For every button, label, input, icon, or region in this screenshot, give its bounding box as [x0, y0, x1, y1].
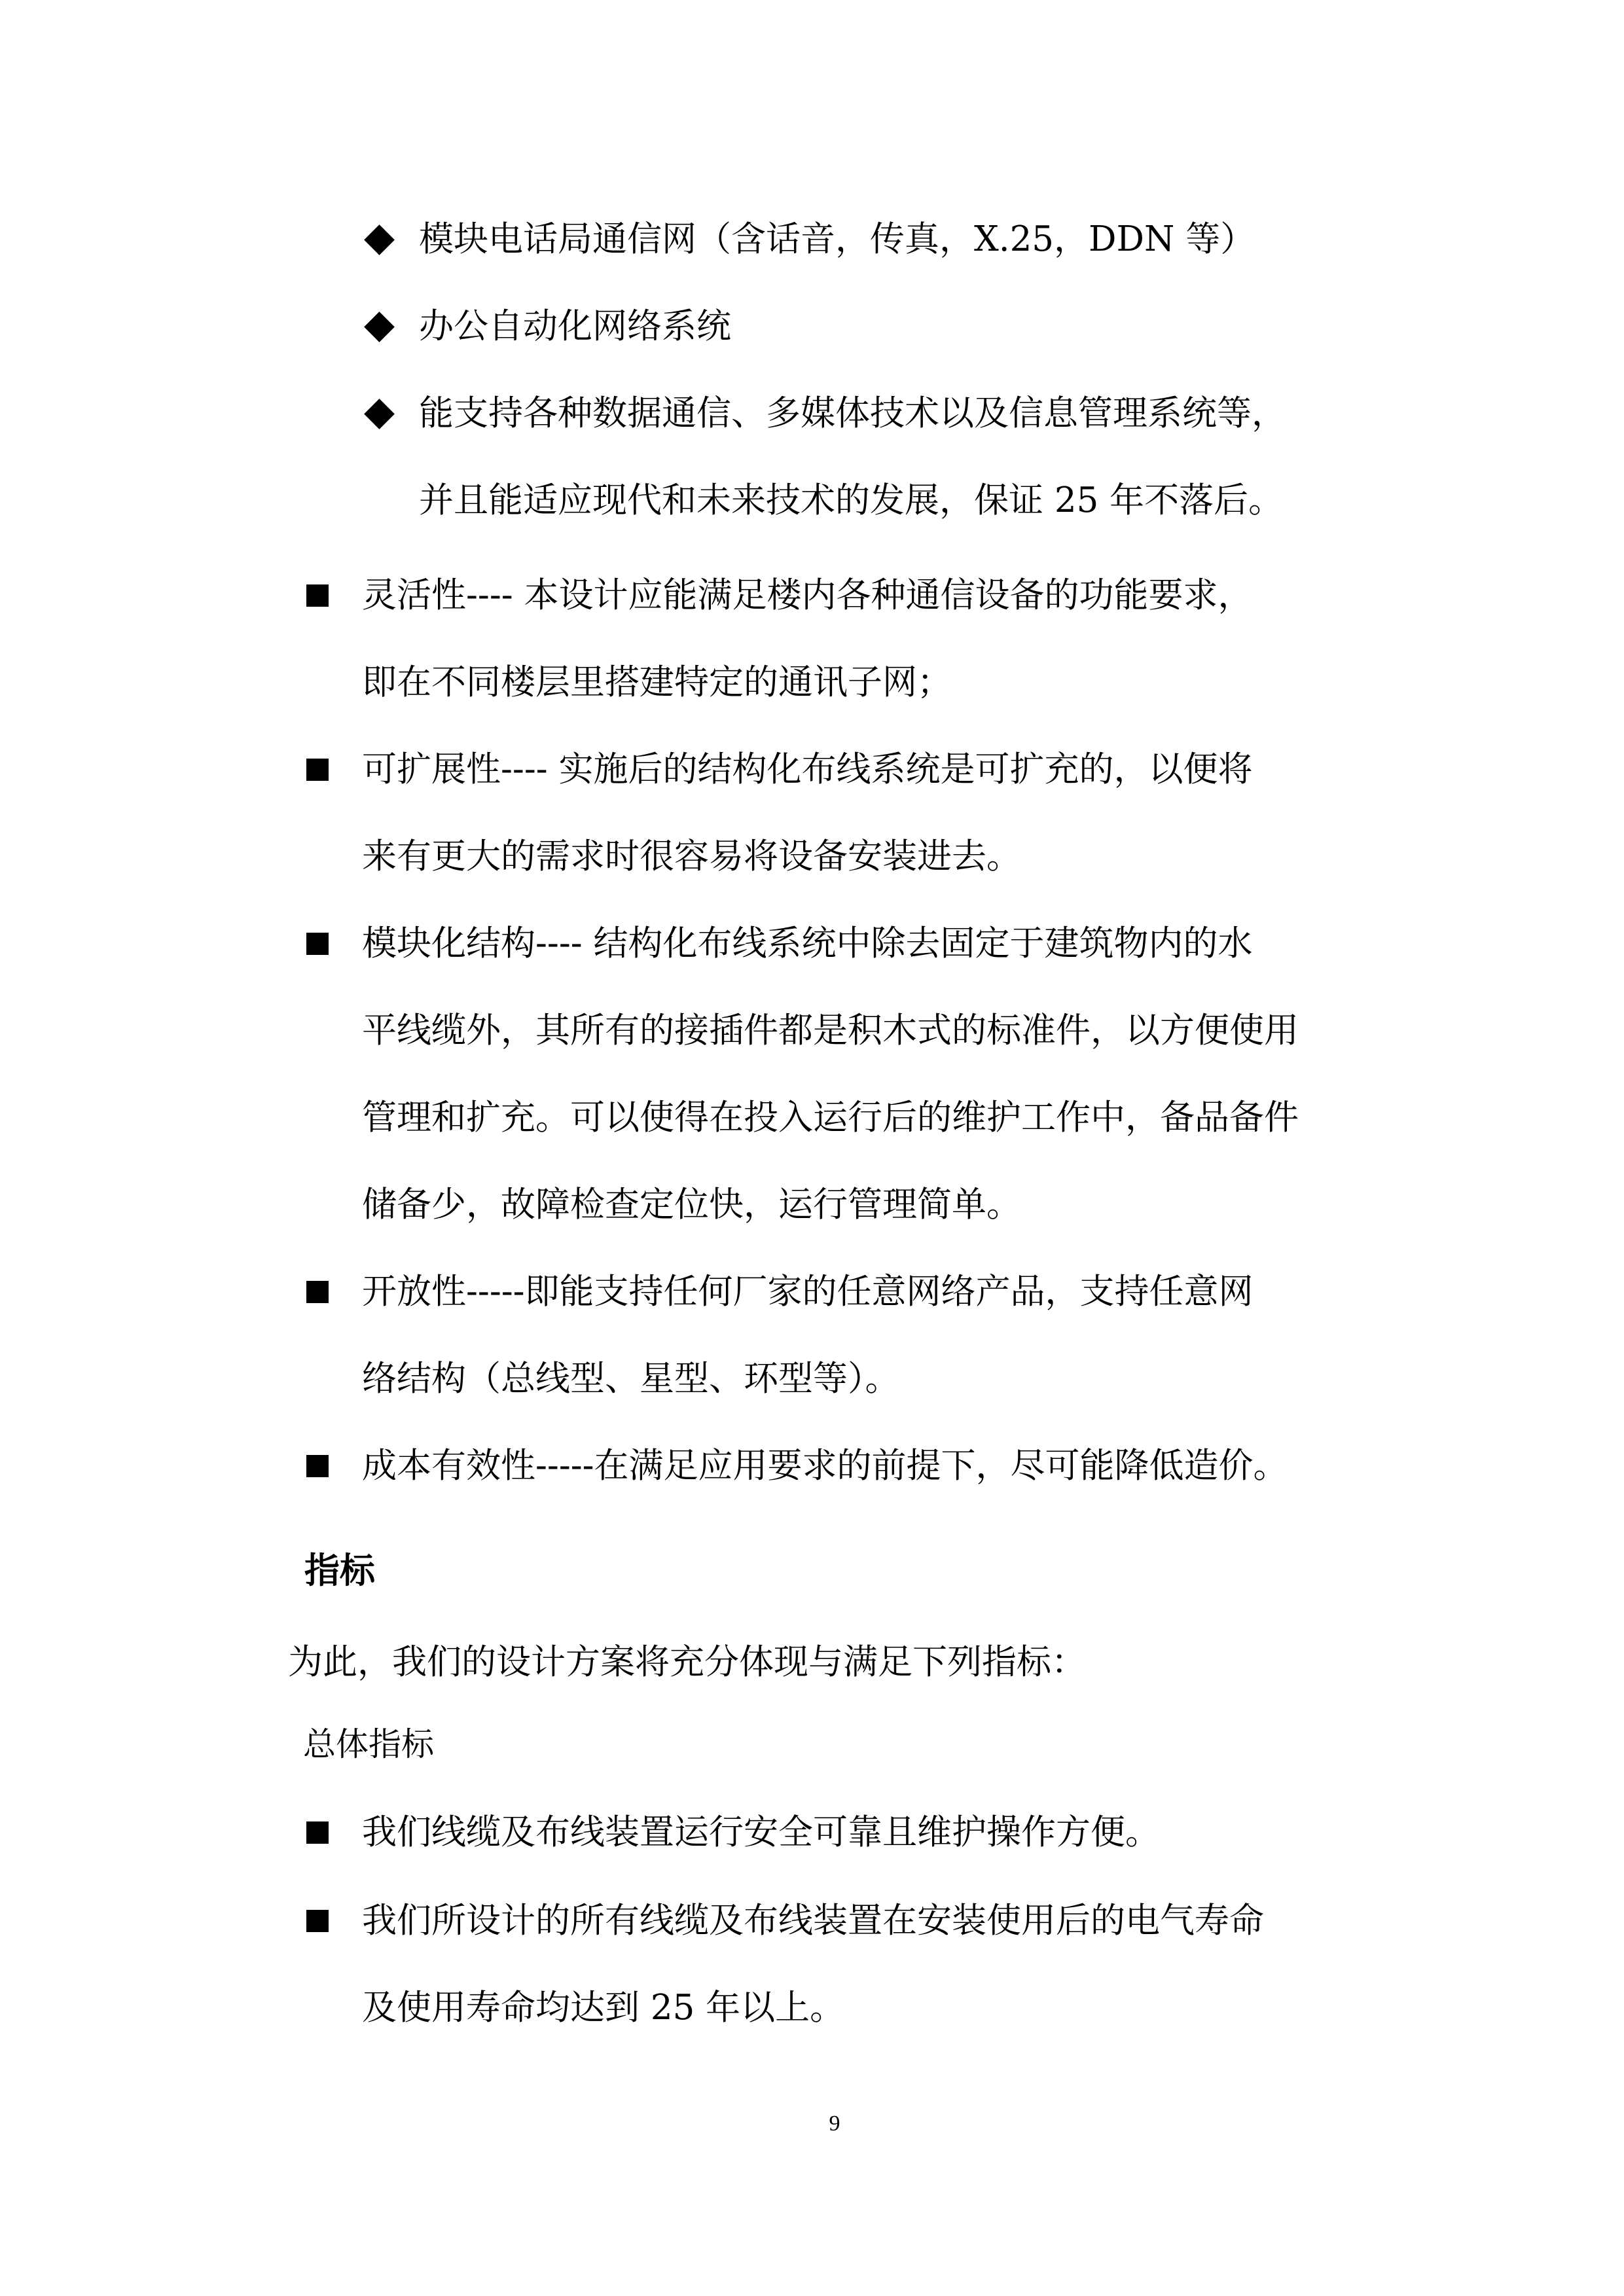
list-item-text-continued: 储备少，故障检查定位快，运行管理简单。 — [362, 1185, 1021, 1225]
square-bullet-icon — [306, 759, 329, 781]
square-bullet-icon — [306, 1821, 329, 1844]
list-item-text-continued: 络结构（总线型、星型、环型等）。 — [362, 1359, 900, 1399]
intro-paragraph: 为此，我们的设计方案将充分体现与满足下列指标： — [288, 1642, 1086, 1682]
list-item-text: 能支持各种数据通信、多媒体技术以及信息管理系统等， — [419, 393, 1286, 433]
page-number: 9 — [829, 2111, 840, 2136]
list-item-text: 灵活性---- 本设计应能满足楼内各种通信设备的功能要求， — [362, 575, 1253, 615]
list-item-text-continued: 平线缆外，其所有的接插件都是积木式的标准件，以方便使用 — [362, 1011, 1299, 1050]
list-item-text: 办公自动化网络系统 — [419, 306, 731, 346]
diamond-bullet-icon — [364, 224, 395, 255]
subheading: 总体指标 — [303, 1725, 434, 1763]
square-bullet-icon — [306, 1455, 329, 1477]
square-bullet-icon — [306, 1281, 329, 1303]
list-item-text: 我们线缆及布线装置运行安全可靠且维护操作方便。 — [362, 1812, 1160, 1852]
list-item-text-continued: 及使用寿命均达到 25 年以上。 — [362, 1988, 845, 2028]
list-item-text: 我们所设计的所有线缆及布线装置在安装使用后的电气寿命 — [362, 1901, 1264, 1941]
square-bullet-icon — [306, 584, 329, 607]
list-item-text: 可扩展性---- 实施后的结构化布线系统是可扩充的，以便将 — [362, 749, 1253, 789]
list-item-text: 模块电话局通信网（含话音，传真，X.25，DDN 等） — [419, 219, 1255, 259]
list-item-text: 开放性-----即能支持任何厂家的任意网络产品，支持任意网 — [362, 1272, 1254, 1312]
list-item-text-continued: 即在不同楼层里搭建特定的通讯子网； — [362, 662, 952, 702]
diamond-bullet-icon — [364, 312, 395, 342]
list-item-text-continued: 管理和扩充。可以使得在投入运行后的维护工作中，备品备件 — [362, 1098, 1299, 1138]
square-bullet-icon — [306, 933, 329, 955]
square-bullet-icon — [306, 1910, 329, 1932]
list-item-text-continued: 并且能适应现代和未来技术的发展，保证 25 年不落后。 — [419, 480, 1284, 520]
list-item-text-continued: 来有更大的需求时很容易将设备安装进去。 — [362, 836, 1021, 876]
list-item-text: 模块化结构---- 结构化布线系统中除去固定于建筑物内的水 — [362, 924, 1253, 963]
list-item-text: 成本有效性-----在满足应用要求的前提下，尽可能降低造价。 — [362, 1446, 1288, 1486]
section-heading: 指标 — [304, 1550, 375, 1591]
diamond-bullet-icon — [364, 399, 395, 429]
